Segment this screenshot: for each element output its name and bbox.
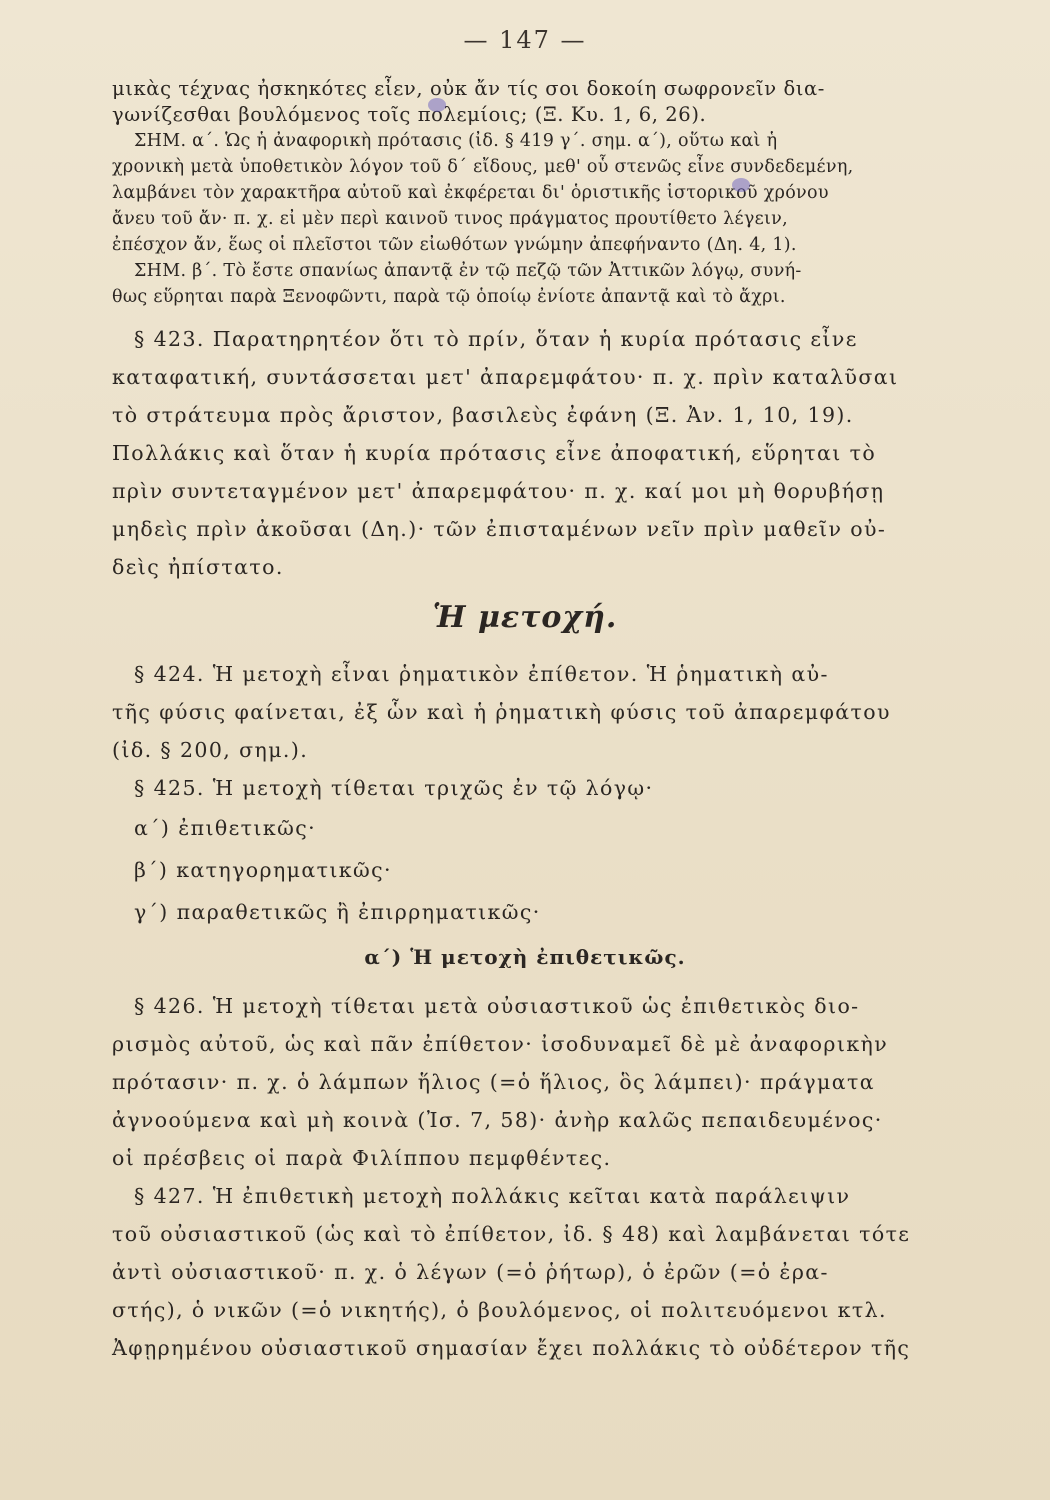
text-line: τῆς φύσις φαίνεται, ἐξ ὧν καὶ ἡ ῥηματικὴ φύσις τοῦ ἀπαρεμφάτου <box>112 700 891 724</box>
list-item: β΄) κατηγορηματικῶς· <box>134 858 392 882</box>
section-heading: Ἡ μετοχή. <box>432 600 618 635</box>
note-line: ἄνευ τοῦ ἄν· π. χ. εἰ μὲν περὶ καινοῦ τινος πράγματος προυτίθετο λέγειν, <box>112 209 788 229</box>
text-line: § 424. Ἡ μετοχὴ εἶναι ῥηματικὸν ἐπίθετον. Ἡ ῥηματικὴ αὐ- <box>134 662 829 686</box>
note-line: θως εὕρηται παρὰ Ξενοφῶντι, παρὰ τῷ ὁποίῳ ἐνίοτε ἀπαντᾷ καὶ τὸ ἄχρι. <box>112 287 786 307</box>
text-line: πρὶν συντεταγμένον μετ' ἀπαρεμφάτου· π. χ. καί μοι μὴ θορυβήσῃ <box>112 479 885 503</box>
paragraph-continuation <box>112 76 938 128</box>
ink-stamp-mark <box>732 178 750 192</box>
text-line: Ἀφῃρημένου οὐσιαστικοῦ σημασίαν ἔχει πολλάκις τὸ οὐδέτερον τῆς <box>112 1336 911 1360</box>
section-424 <box>112 655 938 769</box>
list-item: α΄) ἐπιθετικῶς· <box>134 816 316 840</box>
section-426 <box>112 987 938 1177</box>
text-line: § 423. Παρατηρητέον ὅτι τὸ πρίν, ὅταν ἡ κυρία πρότασις εἶνε <box>134 327 858 351</box>
text-line: δεὶς ἠπίστατο. <box>112 555 284 579</box>
note-line: ἐπέσχον ἄν, ἕως οἱ πλεῖστοι τῶν εἰωθότων γνώμην ἀπεφήναντο (Δη. 4, 1). <box>112 235 797 255</box>
list-item: γ΄) παραθετικῶς ἢ ἐπιρρηματικῶς· <box>134 900 541 924</box>
subsection-heading: α΄) Ἡ μετοχὴ ἐπιθετικῶς. <box>364 945 686 969</box>
text-line: μηδεὶς πρὶν ἀκοῦσαι (Δη.)· τῶν ἐπισταμένων νεῖν πρὶν μαθεῖν οὐ- <box>112 517 887 541</box>
text-line: Πολλάκις καὶ ὅταν ἡ κυρία πρότασις εἶνε ἀποφατική, εὕρηται τὸ <box>112 441 877 465</box>
page-number: — 147 — <box>463 26 587 54</box>
text-line: § 425. Ἡ μετοχὴ τίθεται τριχῶς ἐν τῷ λόγῳ· <box>134 776 654 800</box>
text-line: ρισμὸς αὐτοῦ, ὡς καὶ πᾶν ἐπίθετον· ἰσοδυναμεῖ δὲ μὲ ἀναφορικὴν <box>112 1032 889 1056</box>
section-423 <box>112 320 938 586</box>
note-line: ΣΗΜ. β΄. Τὸ ἔστε σπανίως ἀπαντᾷ ἐν τῷ πεζῷ τῶν Ἀττικῶν λόγῳ, συνή- <box>134 261 802 281</box>
note-line: χρονικὴ μετὰ ὑποθετικὸν λόγον τοῦ δ΄ εἴδους, μεθ' οὗ στενῶς εἶνε συνδεδεμένη, <box>112 157 854 177</box>
text-line: τὸ στράτευμα πρὸς ἄριστον, βασιλεὺς ἐφάνη (Ξ. Ἀν. 1, 10, 19). <box>112 403 854 427</box>
note-b <box>112 258 938 310</box>
text-line: πρότασιν· π. χ. ὁ λάμπων ἥλιος (=ὁ ἥλιος, ὃς λάμπει)· πράγματα <box>112 1070 876 1094</box>
section-425 <box>112 769 938 933</box>
text-line: μικὰς τέχνας ἠσκηκότες εἶεν, οὐκ ἄν τίς σοι δοκοίη σωφρονεῖν δια- <box>112 77 825 100</box>
text-line: στής), ὁ νικῶν (=ὁ νικητής), ὁ βουλόμενος, οἱ πολιτευόμενοι κτλ. <box>112 1298 887 1322</box>
text-line: ἀγνοούμενα καὶ μὴ κοινὰ (Ἰσ. 7, 58)· ἀνὴρ καλῶς πεπαιδευμένος· <box>112 1108 883 1132</box>
note-line: λαμβάνει τὸν χαρακτῆρα αὐτοῦ καὶ ἐκφέρεται δι' ὁριστικῆς ἱστορικοῦ χρόνου <box>112 183 829 203</box>
text-line: § 426. Ἡ μετοχὴ τίθεται μετὰ οὐσιαστικοῦ ὡς ἐπιθετικὸς διο- <box>134 994 860 1018</box>
text-line: (ἰδ. § 200, σημ.). <box>112 738 309 762</box>
text-line: ἀντὶ οὐσιαστικοῦ· π. χ. ὁ λέγων (=ὁ ῥήτωρ), ὁ ἐρῶν (=ὁ ἐρα- <box>112 1260 829 1284</box>
text-line: γωνίζεσθαι βουλόμενος τοῖς πολεμίοις; (Ξ. Κυ. 1, 6, 26). <box>112 103 707 126</box>
section-427 <box>112 1177 938 1367</box>
text-line: καταφατική, συντάσσεται μετ' ἀπαρεμφάτου· π. χ. πρὶν καταλῦσαι <box>112 365 899 389</box>
text-line: οἱ πρέσβεις οἱ παρὰ Φιλίππου πεμφθέντες. <box>112 1146 612 1170</box>
note-line: ΣΗΜ. α΄. Ὡς ἡ ἀναφορικὴ πρότασις (ἰδ. § 419 γ΄. σημ. α΄), οὕτω καὶ ἡ <box>134 131 778 151</box>
text-line: τοῦ οὐσιαστικοῦ (ὡς καὶ τὸ ἐπίθετον, ἰδ. § 48) καὶ λαμβάνεται τότε <box>112 1222 911 1246</box>
text-line: § 427. Ἡ ἐπιθετικὴ μετοχὴ πολλάκις κεῖται κατὰ παράλειψιν <box>134 1184 851 1208</box>
ink-stamp-mark <box>428 98 446 112</box>
note-a <box>112 128 938 258</box>
